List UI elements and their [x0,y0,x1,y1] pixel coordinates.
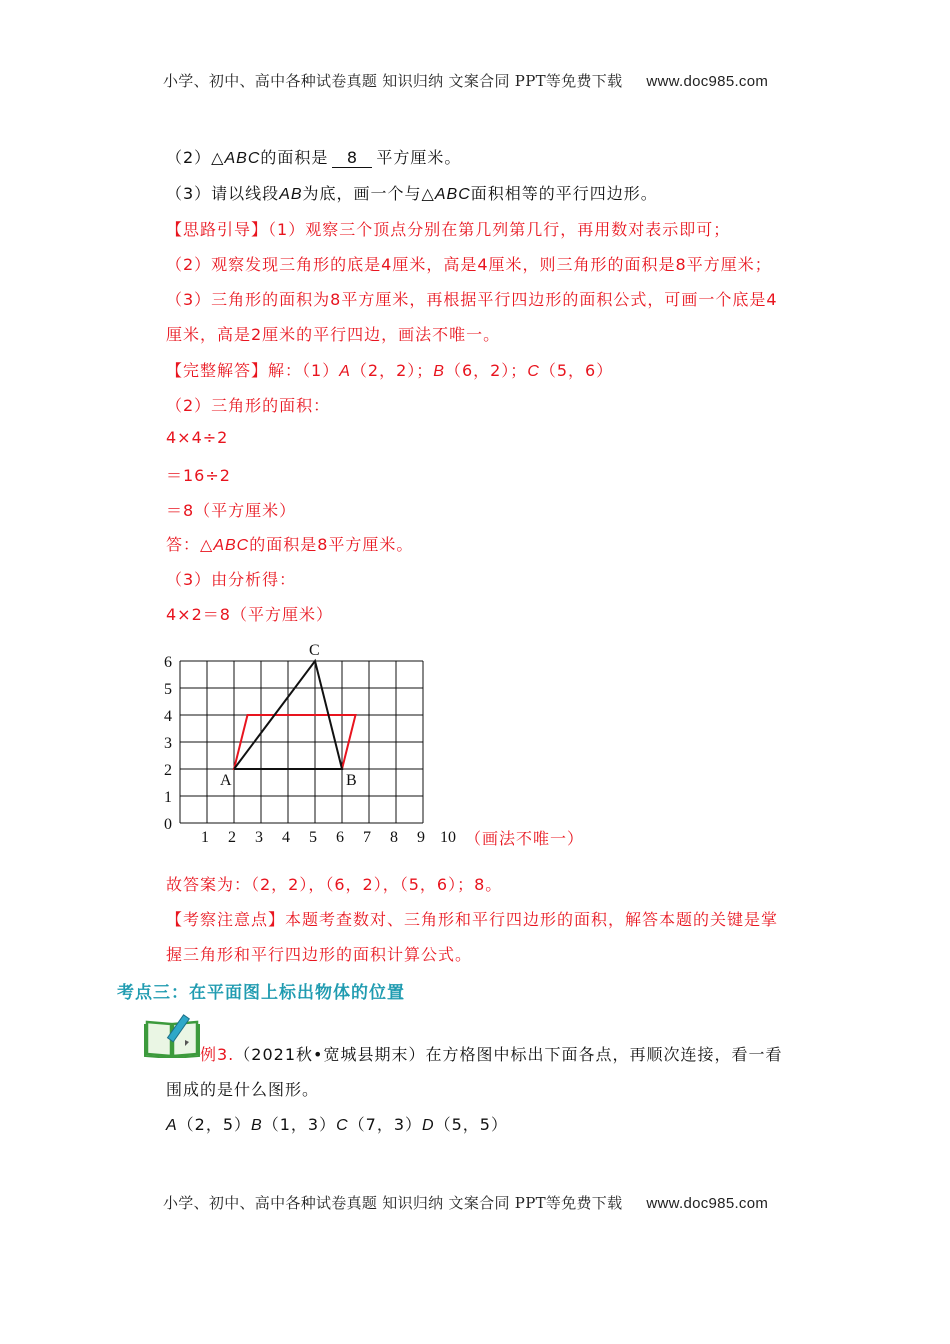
y-tick-label: 4 [164,708,172,725]
solution-line-8: 4×2＝8（平方厘米） [166,605,333,624]
q3-mid: 为底，画一个与△ [302,184,435,203]
q3-suffix: 面积相等的平行四边形。 [470,184,658,203]
y-tick-label: 2 [164,762,172,779]
final-answer: 故答案为：（2，2），（6，2），（5，6）；8。 [166,875,503,894]
solution-point-a: A [339,363,351,380]
solution-l6-prefix: 答：△ [166,535,214,554]
vertex-label-a: A [220,772,232,789]
notes-line-1 [166,907,778,930]
example-coord-d: （5，5） [434,1115,508,1134]
solution-line-3: 4×4÷2 [166,428,229,447]
notes-tag: 【考察注意点】 [166,910,286,929]
section-title: 考点三：在平面图上标出物体的位置 [117,983,405,1003]
x-tick-labels [201,829,456,846]
q3-abc: ABC [434,186,471,203]
example-point-a: A [166,1117,178,1134]
example-coord-c: （7，3） [348,1115,423,1134]
example-coord-b: （1，3） [262,1115,337,1134]
question-3 [166,181,658,204]
notes-line-2: 握三角形和平行四边形的面积计算公式。 [166,945,473,964]
example-point-b: B [251,1117,263,1134]
solution-line-4: ＝16÷2 [166,466,231,485]
solution-l1-prefix: （1） [302,361,340,380]
example-points [166,1112,508,1135]
footer-text: 小学、初中、高中各种试卷真题 知识归纳 文案合同 PPT等免费下载 [163,1194,623,1212]
solution-line-1 [166,358,613,381]
y-tick-label: 3 [164,735,172,752]
x-tick-label: 2 [228,829,236,846]
x-tick-label: 10 [440,829,456,846]
example-text-1: （2021秋•宽城县期末）在方格图中标出下面各点，再顺次连接，看一看 [234,1045,783,1064]
vertex-label-c: C [309,643,320,659]
solution-a-val: （2，2）； [350,361,434,380]
solution-l6-suffix: 的面积是8平方厘米。 [249,535,414,554]
solution-line-6 [166,532,413,555]
hint-line-2: （2）观察发现三角形的底是4厘米，高是4厘米，则三角形的面积是8平方厘米； [166,255,772,274]
footer-url[interactable]: www.doc985.com [646,1195,769,1212]
grid-lines [180,661,423,823]
hint-line-3: （3）三角形的面积为8平方厘米，再根据平行四边形的面积公式，可画一个底是4 [166,290,778,309]
example-label: 例3. [200,1045,235,1064]
solution-line-7: （3）由分析得： [166,570,297,589]
example-coord-a: （2，5） [177,1115,252,1134]
x-tick-label: 5 [309,829,317,846]
hint-tag: 【思路引导】 [166,220,269,239]
x-tick-label: 1 [201,829,209,846]
notes-text-1: 本题考查数对、三角形和平行四边形的面积，解答本题的关键是掌 [285,910,779,929]
solution-line-2: （2）三角形的面积： [166,396,331,415]
example-point-d: D [422,1117,435,1134]
solution-c-val: （5，6） [539,361,614,380]
x-tick-label: 8 [390,829,398,846]
q2-prefix: （2）△ [166,148,225,167]
header-text: 小学、初中、高中各种试卷真题 知识归纳 文案合同 PPT等免费下载 [163,72,623,90]
example-line-1 [200,1042,782,1065]
q2-suffix: 平方厘米。 [376,148,462,167]
hint-line-4: 厘米，高是2厘米的平行四边，画法不唯一。 [166,325,501,344]
solution-l6-abc: ABC [213,537,250,554]
hint-line-1 [166,217,730,240]
y-tick-label: 5 [164,681,172,698]
example-line-2: 围成的是什么图形。 [166,1080,320,1099]
q2-answer: 8 [332,148,372,168]
solution-jie: 解： [268,361,303,380]
y-tick-label: 0 [164,816,172,833]
x-tick-label: 7 [363,829,371,846]
solution-b-val: （6，2）； [444,361,528,380]
hint-text-1: （1）观察三个顶点分别在第几列第几行，再用数对表示即可； [268,220,731,239]
x-tick-label: 9 [417,829,425,846]
x-tick-label: 3 [255,829,263,846]
solution-tag: 【完整解答】 [166,361,269,380]
vertex-label-b: B [346,772,357,789]
figure-note: （画法不唯一） [465,829,585,848]
y-tick-labels [164,654,172,833]
solution-point-c: C [527,363,540,380]
q2-abc: ABC [224,150,261,167]
solution-point-b: B [433,363,445,380]
page-footer [163,1192,768,1213]
q3-prefix: （3）请以线段 [166,184,280,203]
x-tick-label: 6 [336,829,344,846]
page-header [163,70,768,91]
question-2 [166,145,461,168]
header-url[interactable]: www.doc985.com [646,73,769,90]
x-tick-label: 4 [282,829,290,846]
book-pencil-icon [143,1012,201,1058]
coordinate-grid-figure [160,643,480,848]
solution-line-5: ＝8（平方厘米） [166,501,297,520]
q2-mid: 的面积是 [260,148,329,167]
example-point-c: C [336,1117,349,1134]
y-tick-label: 1 [164,789,172,806]
y-tick-label: 6 [164,654,172,671]
q3-ab: AB [279,186,303,203]
